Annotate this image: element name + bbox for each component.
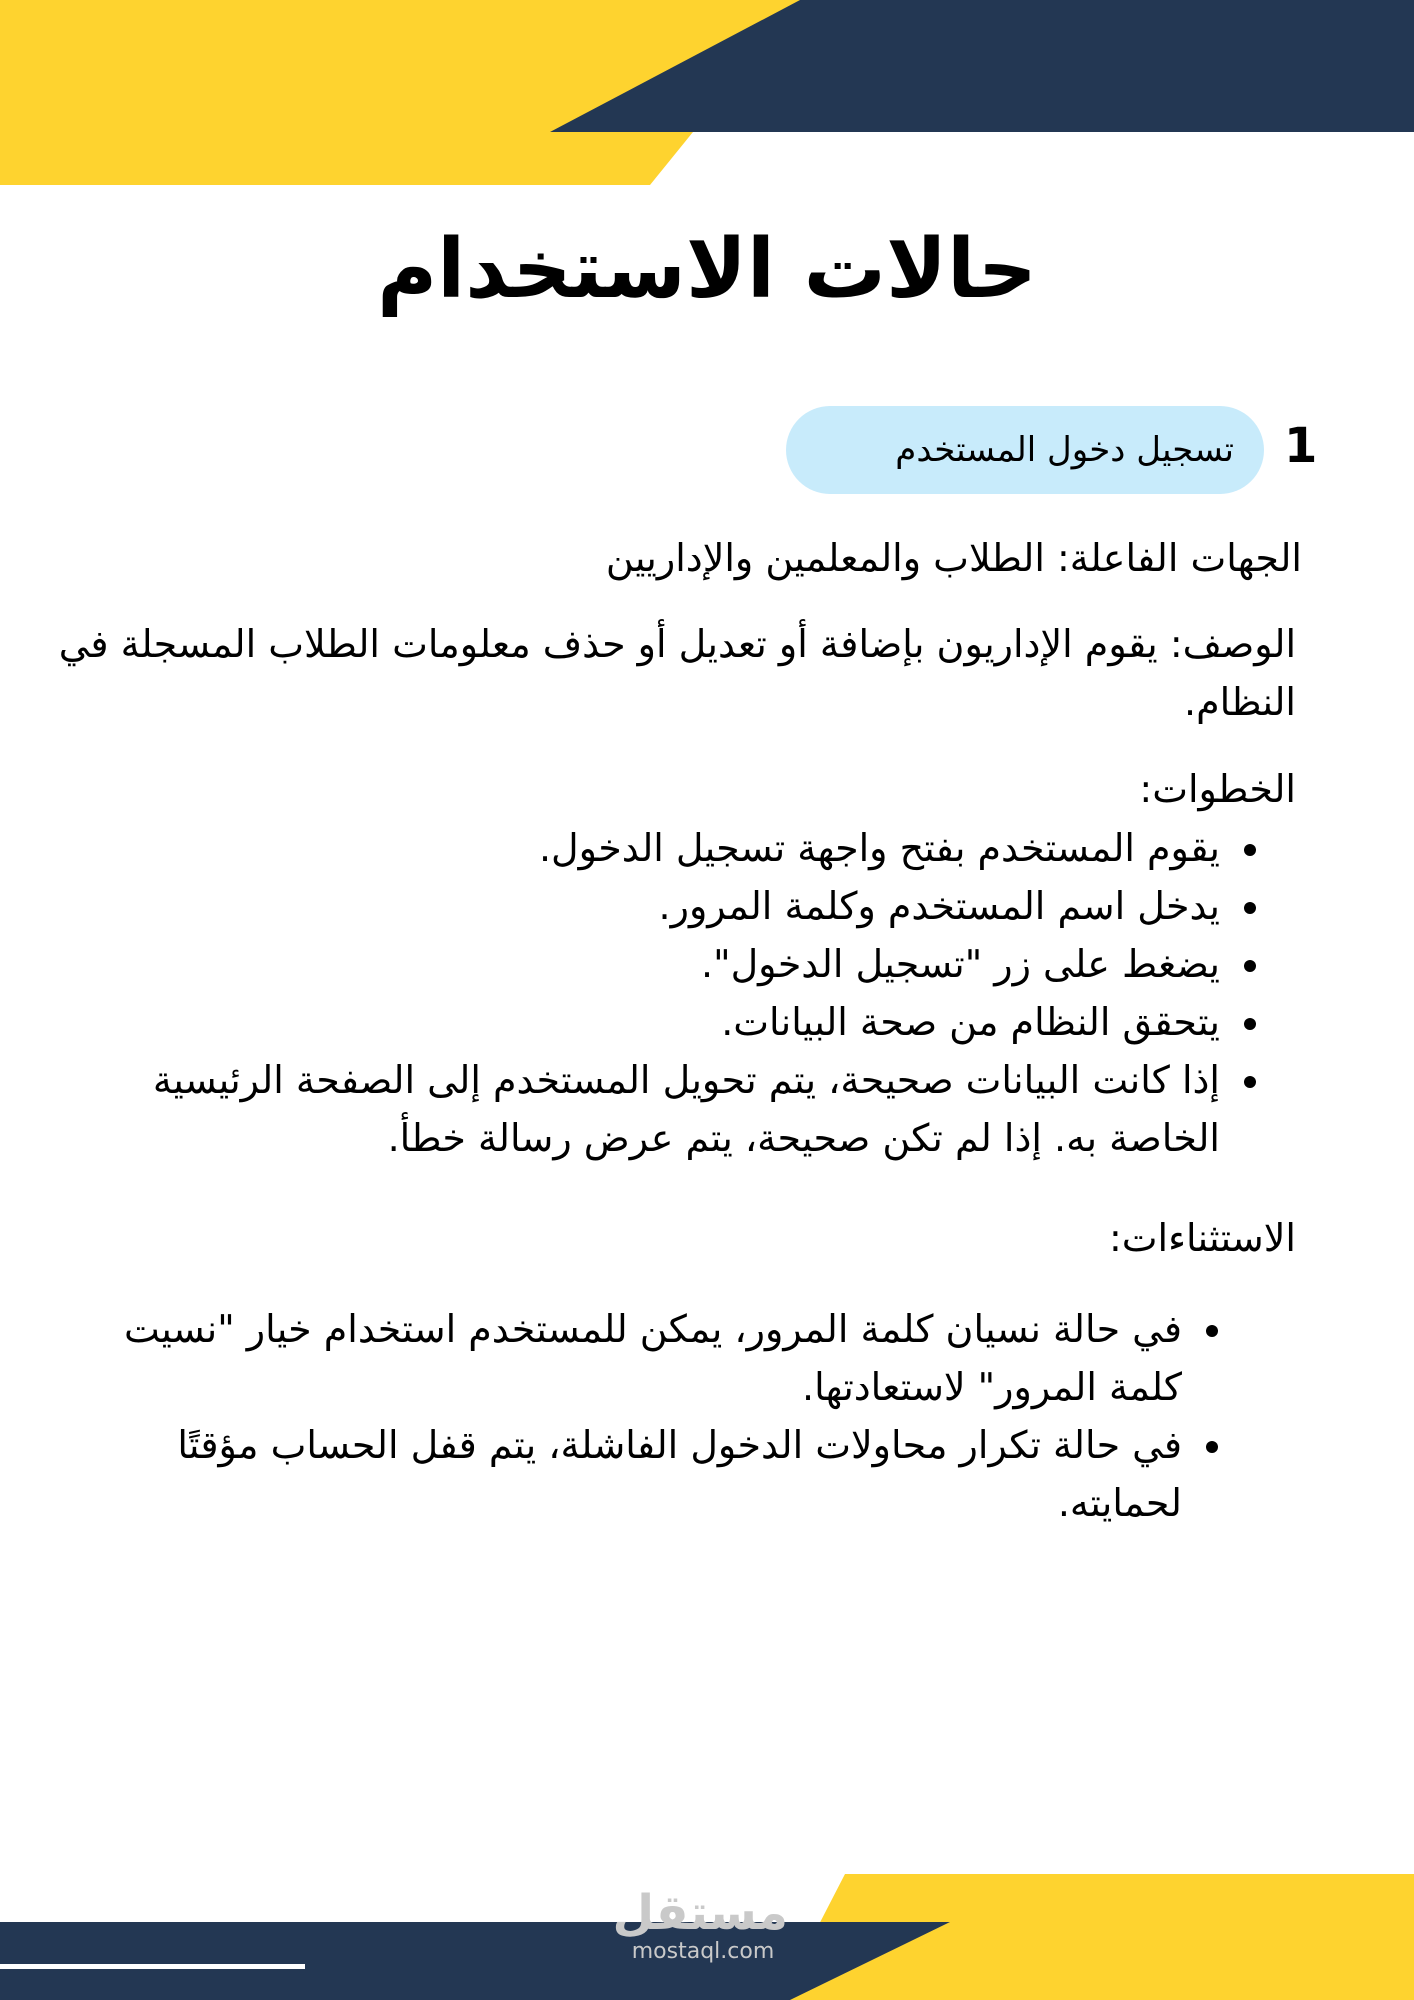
step-item: • يدخل اسم المستخدم وكلمة المرور. xyxy=(146,877,1226,935)
description-text: الوصف: يقوم الإداريون بإضافة أو تعديل أو حذف معلومات الطلاب المسجلة في النظام. xyxy=(58,622,1296,724)
step-item: • يضغط على زر "تسجيل الدخول". xyxy=(146,935,1226,993)
steps-list xyxy=(146,819,1264,1167)
bottom-white-line xyxy=(0,1964,305,1969)
section-number: 1 xyxy=(1284,418,1318,474)
watermark-url: mostaql.com xyxy=(631,1939,775,1964)
actors-text: الجهات الفاعلة: الطلاب والمعلمين والإداريين xyxy=(605,536,1302,580)
section-title-pill: تسجيل دخول المستخدم xyxy=(786,406,1264,494)
exception-item: • في حالة تكرار محاولات الدخول الفاشلة، يتم قفل الحساب مؤقتًا لحمايته. xyxy=(118,1416,1188,1532)
exceptions-heading: الاستثناءات: xyxy=(1108,1216,1296,1260)
steps-heading: الخطوات: xyxy=(1139,767,1296,811)
bottom-navy-band xyxy=(0,1922,950,2000)
watermark-arabic: مستقل xyxy=(612,1885,788,1941)
watermark-logo xyxy=(612,1885,788,1966)
step-item: • يتحقق النظام من صحة البيانات. xyxy=(146,993,1226,1051)
step-item: • إذا كانت البيانات صحيحة، يتم تحويل المستخدم إلى الصفحة الرئيسية الخاصة به. إذا لم تكن صحيحة، يتم عرض رسالة خطأ. xyxy=(146,1051,1226,1167)
exception-item: • في حالة نسيان كلمة المرور، يمكن للمستخدم استخدام خيار "نسيت كلمة المرور" لاستعادتها. xyxy=(118,1300,1188,1416)
page-title: حالات الاستخدام xyxy=(377,222,1037,317)
exceptions-list xyxy=(118,1300,1226,1532)
step-item: • يقوم المستخدم بفتح واجهة تسجيل الدخول. xyxy=(146,819,1226,877)
